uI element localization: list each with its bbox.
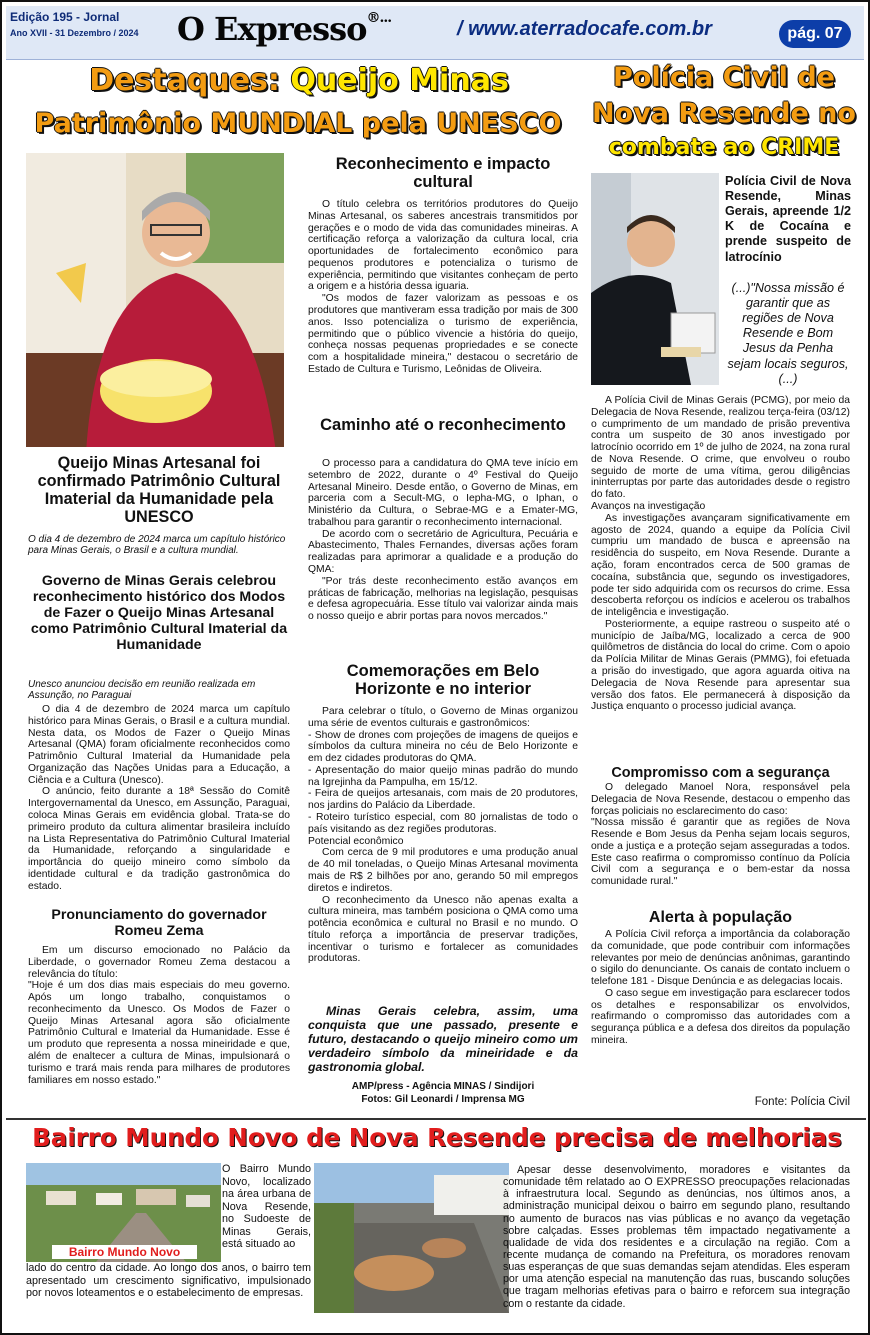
intro-title: Queijo Minas Artesanal foi confirmado Patrimônio Cultural Imaterial da Humanidade pela UNESCO — [37, 454, 281, 527]
cheese-headline-line2: Patrimônio MUNDIAL pela UNESCO — [34, 108, 562, 139]
alert-title: Alerta à população — [648, 909, 793, 926]
celebrations-title: Comemorações em Belo Horizonte e no interior — [346, 662, 540, 699]
recognition-body — [308, 199, 578, 376]
police-photo — [591, 173, 719, 385]
credit-agency: AMP/press - Agência MINAS / Sindijori — [351, 1081, 535, 1092]
neighborhood-headline: Bairro Mundo Novo de Nova Resende precisa de melhorias — [32, 1123, 842, 1152]
celebrations-item-3: - Feira de queijos artesanais, com mais de 20 produtores, nos jardins do Palácio da Liberdade. — [308, 788, 578, 812]
logo-mark: ®... — [366, 10, 392, 26]
logo-text: O Expresso — [177, 10, 367, 48]
neighborhood-photo-caption: Bairro Mundo Novo — [52, 1245, 197, 1259]
headline-part1: Destaques: — [89, 63, 280, 98]
sub-dek: Unesco anunciou decisão em reunião realizada em Assunção, no Paraguai — [28, 679, 256, 702]
recognition-p1: O título celebra os territórios produtores do Queijo Minas Artesanal, os saberes ancestrais transmitidos por gerações e o modo de vida das comunidades mineiras. A certificação reforça a valorização da cultura local, cria oportunidades de fortalecimento econômico para pequenos produtores e potencializa o turismo de experiência, permitindo que visitantes conheçam de perto a origem e a história dessa iguaria. — [308, 199, 578, 293]
newspaper-logo — [177, 10, 391, 48]
police-body-p1: A Polícia Civil de Minas Gerais (PCMG), por meio da Delegacia de Nova Resende, realizou terça-feira (03/12) o cumprimento de um mandado de prisão preventiva contra um suspeito de 30 anos investigado por latrocínio ocorrido em 1º de julho de 2024, na zona rural de Nova Resende. O crime, que envolveu o roubo seguido de morte de uma vítima, gerou diligências ininterruptas por parte das autoridades desde o registro do fato. — [591, 395, 850, 501]
police-body-p3: Posteriormente, a equipe rastreou o suspeito até o município de Jaíba/MG, localizado a cerca de 900 quilômetros de distância do local do crime. Com o apoio da Polícia Militar de Minas Gerais (PMMG), foi efetuada a prisão do investigado, que agora aguarda oitiva na Delegacia de Nova Resende para apresentar sua versão dos fatos. Ele permanecerá à disposição da Justiça enquanto o processo judicial avança. — [591, 618, 850, 713]
commitment-p1: O delegado Manoel Nora, responsável pela Delegacia de Nova Resende, destacou o empenho das forças policiais no esclarecimento do caso: — [591, 782, 850, 817]
governor-illustration — [26, 153, 284, 447]
governor-body-p2: "Hoje é um dos dias mais especiais do meu governo. Após um longo trabalho, conquistamos o reconhecimento da Unesco. Os Modos de Fazer o Queijo Minas Artesanal agora são oficialmente Patrimônio Cultural e Imaterial da Humanidade. Esse é um produto que representa a nossa mineiridade e que, além de enaltecer a cultura de Minas, impulsionará o turismo e trará mais renda para milhares de produtores familiares em nosso estado." — [28, 980, 290, 1086]
path-p2: De acordo com o secretário de Agricultura, Pecuária e Abastecimento, Thales Fernandes, diversas ações foram realizadas para aprimorar a qualidade e a produção do QMA: — [308, 528, 578, 576]
alert-p2: O caso segue em investigação para esclarecer todos os detalhes e responsabilizar os envolvidos, reafirmando o compromisso das autoridades com a segurança pública e a defesa dos direitos da população mineira. — [591, 987, 850, 1047]
cheese-body-p1: O dia 4 de dezembro de 2024 marca um capítulo histórico para Minas Gerais, o Brasil e a cultura mundial. Nesta data, os Modos de Fazer o Queijo Minas Artesanal (QMA) foram oficialmente reconhecidos como Patrimônio Cultural Imaterial da Humanidade pela Organização das Nações Unidas para a Educação, a Ciência e a Cultura (Unesco). — [28, 704, 290, 786]
police-lead: Polícia Civil de Nova Resende, Minas Gerais, apreende 1/2 K de Cocaína e prende suspeito de latrocínio — [725, 174, 851, 264]
cheese-headline-line1 — [54, 63, 544, 98]
economic-p1: Com cerca de 9 mil produtores e uma produção anual de 40 mil toneladas, o Queijo Minas Artesanal movimenta mais de R$ 2 bilhões por ano, gerando 50 mil empregos diretos e indiretos. — [308, 847, 578, 894]
cheese-body-p2: O anúncio, feito durante a 18ª Sessão do Comitê Intergovernamental da Unesco, em Assunção, Paraguai, coloca Minas Gerais em evidência global. Trata-se do primeiro produto da cultura alimentar brasileira incluído na Lista Representativa do Patrimônio Cultural Imaterial da Humanidade, reforçando a singularidade e importância do queijo mineiro como símbolo da identidade cultural e da tradição gastronômica do estado. — [28, 786, 290, 892]
police-body — [591, 395, 850, 713]
path-title: Caminho até o reconhecimento — [320, 416, 566, 434]
governor-body — [28, 945, 290, 1086]
cheese-governor-photo — [26, 153, 284, 447]
credit-photos: Fotos: Gil Leonardi / Imprensa MG — [361, 1094, 525, 1105]
alert-body — [591, 929, 850, 1047]
recognition-p2: "Os modos de fazer valorizam as pessoas e os produtores que mantiveram essa tradição por mais de 300 anos. Isso potencializa o turismo de experiência, permitindo que o público vivencie a história do queijo, conheça nossas pequenas propriedades e se conecte com a hospitalidade mineira," destacou o secretário de Estado de Cultura e Turismo, Leônidas de Oliveira. — [308, 293, 578, 375]
police-illustration — [591, 173, 719, 385]
page-number-badge: pág. 07 — [779, 20, 851, 48]
cheese-body — [28, 704, 290, 893]
headline-part2: Queijo Minas — [290, 63, 509, 98]
closing-statement: Minas Gerais celebra, assim, uma conquista que une passado, presente e futuro, destacando o queijo mineiro como um verdadeiro símbolo da mineiridade e da gastronomia global. — [308, 1004, 578, 1075]
celebrations-body — [308, 706, 578, 965]
website-link[interactable]: / www.aterradocafe.com.br — [457, 18, 712, 40]
street-illustration — [314, 1163, 509, 1313]
police-subhead: Avanços na investigação — [591, 501, 706, 513]
police-source: Fonte: Polícia Civil — [754, 1096, 850, 1108]
alert-p1: A Polícia Civil reforça a importância da colaboração da comunidade, que pode contribuir com informações relevantes por meio de denúncias anônimas, garantindo o sigilo do denunciante. Os canais de contato incluem o telefone 181 - Disque Denúncia e as delegacias locais. — [591, 929, 850, 988]
neighborhood-text-bottom — [26, 1262, 311, 1314]
commitment-p2: "Nossa missão é garantir que as regiões de Nova Resende e Bom Jesus da Penha sejam locais seguros, onde a justiça e a proteção sejam asseguradas a todos. Este caso reafirma o compromisso contínuo da Polícia Civil com a segurança e o bem-estar da nossa comunidade rural." — [591, 817, 850, 888]
date-label: Ano XVII - 31 Dezembro / 2024 — [10, 28, 139, 38]
governor-title: Pronunciamento do governador Romeu Zema — [51, 907, 267, 939]
police-headline-line2: Nova Resende no — [592, 98, 856, 129]
neighborhood-text-right: Apesar desse desenvolvimento, moradores e visitantes da comunidade têm relatado ao O EXPRESSO preocupações relacionadas à infraestrutura local. Segundo as denúncias, nos últimos anos, a administração municipal deixou o bairro em segundo plano, resultando no aumento de buracos nas vias públicas e no avanço da vegetação sobre calçadas. Esses problemas têm impactado negativamente a qualidade de vida dos residentes e a circulação na região. Com a recente mudança de comando na Prefeitura, os moradores renovam suas esperanças de que suas demandas sejam atendidas. Eles esperam por uma atenção especial na manutenção das ruas, buscando soluções que tragam melhorias efetivas para o bairro e reforcem sua integração com o restante da cidade. — [503, 1164, 850, 1310]
section-divider — [6, 1118, 866, 1120]
police-body-p2: As investigações avançaram significativamente em agosto de 2024, quando a equipe da Polícia Civil cumpriu um mandado de busca e apreensão na residência do suspeito, em Nova Resende. Durante a ação, foram encontrados cerca de 500 gramas de cocaína, substância que, segundo os investigadores, pode ter sido adquirida com os recursos do crime. Essa descoberta reforçou os indícios e acelerou os trabalhos de inteligência e investigação. — [591, 512, 850, 619]
celebrations-intro: Para celebrar o título, o Governo de Minas organizou uma série de eventos culturais e gastronômicos: — [308, 706, 578, 729]
governor-body-p1: Em um discurso emocionado no Palácio da Liberdade, o governador Romeu Zema destacou a relevância do título: — [28, 945, 290, 980]
neighborhood-text-tail: lado do centro da cidade. Ao longo dos anos, o bairro tem apresentado um crescimento significativo, impulsionado por novos loteamentos e o estabelecimento de empresas. — [26, 1262, 311, 1300]
path-body — [308, 458, 578, 623]
economic-p2: O reconhecimento da Unesco não apenas exalta a cultura mineira, mas também posiciona o QMA como uma potência econômica e cultural no Brasil e no mundo. O título reforça a importância de preservar tradições, incentivar o turismo e fortalecer as comunidades produtoras. — [308, 894, 578, 965]
path-p1: O processo para a candidatura do QMA teve início em setembro de 2022, durante o 4º Festival do Queijo Artesanal Mineiro. Desde então, o Governo de Minas, em parceria com a Secult-MG, o Iepha-MG, o Iphan, o Ministério da Cultura, o Sebrae-MG e a Emater-MG, trabalhou para garantir o reconhecimento internacional. — [308, 458, 578, 528]
edition-label: Edição 195 - Jornal — [10, 10, 120, 24]
economic-subhead: Potencial econômico — [308, 835, 404, 847]
police-headline-line1: Polícia Civil de — [613, 62, 835, 93]
street-photo — [314, 1163, 509, 1313]
neighborhood-text-top: O Bairro Mundo Novo, localizado na área urbana de Nova Resende, no Sudoeste de Minas Gerais, está situado ao — [222, 1163, 311, 1251]
celebrations-item-4: - Roteiro turístico especial, com 80 jornalistas de todo o país visitando as dez regiões produtoras. — [308, 812, 578, 835]
commitment-title: Compromisso com a segurança — [611, 765, 830, 781]
sub-title: Governo de Minas Gerais celebrou reconhecimento histórico dos Modos de Fazer o Queijo Minas Artesanal como Patrimônio Cultural Imaterial da Humanidade — [30, 573, 288, 653]
celebrations-item-2: - Apresentação do maior queijo minas padrão do mundo na Igrejinha da Pampulha, em 15/12. — [308, 764, 578, 788]
recognition-title: Reconhecimento e impacto cultural — [335, 155, 551, 192]
intro-dek: O dia 4 de dezembro de 2024 marca um capítulo histórico para Minas Gerais, o Brasil e a cultura mundial. — [28, 534, 286, 557]
path-p3: "Por trás deste reconhecimento estão avanços em práticas de fabricação, melhorias na legislação, pesquisas e defesa agropecuária. Esse título vai valorizar ainda mais o nosso queijo e abrir portas para novos mercados." — [308, 575, 578, 623]
police-headline-line3: combate ao CRIME — [608, 135, 840, 160]
commitment-body — [591, 782, 850, 888]
police-quote: (...)"Nossa missão é garantir que as regiões de Nova Resende e Bom Jesus da Penha sejam locais seguros,(...) — [727, 281, 849, 386]
celebrations-item-1: - Show de drones com projeções de imagens de queijos e símbolos da cultura mineira no céu de Belo Horizonte e em dez cidades produtoras do QMA. — [308, 729, 578, 765]
